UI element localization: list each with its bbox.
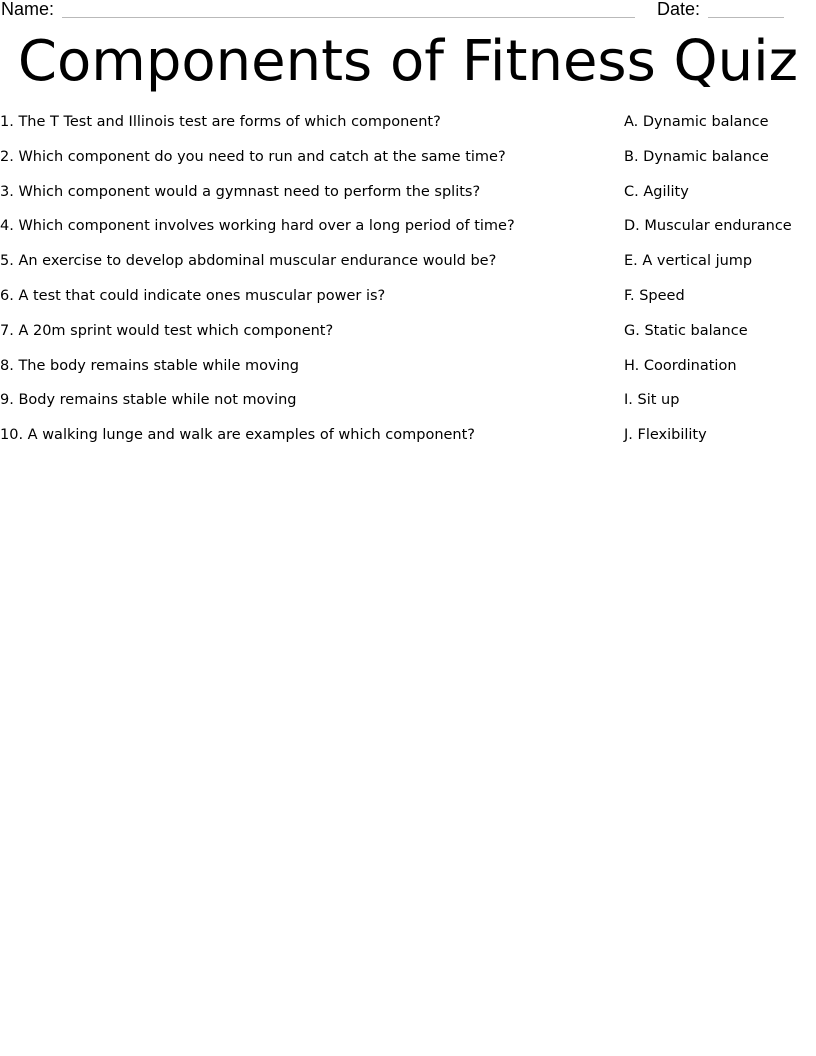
question-item: 7. A 20m sprint would test which component? xyxy=(0,322,334,339)
question-item: 5. An exercise to develop abdominal muscular endurance would be? xyxy=(0,253,497,270)
answer-option: F. Speed xyxy=(624,287,685,304)
answer-option: B. Dynamic balance xyxy=(624,148,769,165)
page-title: Components of Fitness Quiz xyxy=(17,29,799,94)
question-item: 9. Body remains stable while not moving xyxy=(0,392,297,409)
question-item: 3. Which component would a gymnast need to perform the splits? xyxy=(0,183,481,200)
answer-option: I. Sit up xyxy=(624,392,680,409)
answer-option: J. Flexibility xyxy=(624,427,707,444)
answer-option: H. Coordination xyxy=(624,357,737,374)
answer-option: C. Agility xyxy=(624,183,689,200)
question-item: 10. A walking lunge and walk are examples of which component? xyxy=(0,427,476,444)
answer-option: A. Dynamic balance xyxy=(624,114,769,130)
question-item: 2. Which component do you need to run and catch at the same time? xyxy=(0,148,506,165)
question-item: 4. Which component involves working hard over a long period of time? xyxy=(0,218,515,235)
date-field[interactable] xyxy=(708,17,784,18)
question-list xyxy=(0,112,600,460)
date-label: Date: xyxy=(657,0,701,19)
name-field[interactable] xyxy=(62,17,635,18)
answer-option: E. A vertical jump xyxy=(624,253,753,270)
question-item: 6. A test that could indicate ones muscular power is? xyxy=(0,287,386,304)
question-item: 1. The T Test and Illinois test are forms of which component? xyxy=(0,114,441,130)
answer-option: G. Static balance xyxy=(624,322,748,339)
answer-list xyxy=(624,112,816,460)
question-item: 8. The body remains stable while moving xyxy=(0,357,299,374)
worksheet-header xyxy=(0,0,816,22)
answer-option: D. Muscular endurance xyxy=(624,218,792,235)
name-label: Name: xyxy=(1,0,55,19)
